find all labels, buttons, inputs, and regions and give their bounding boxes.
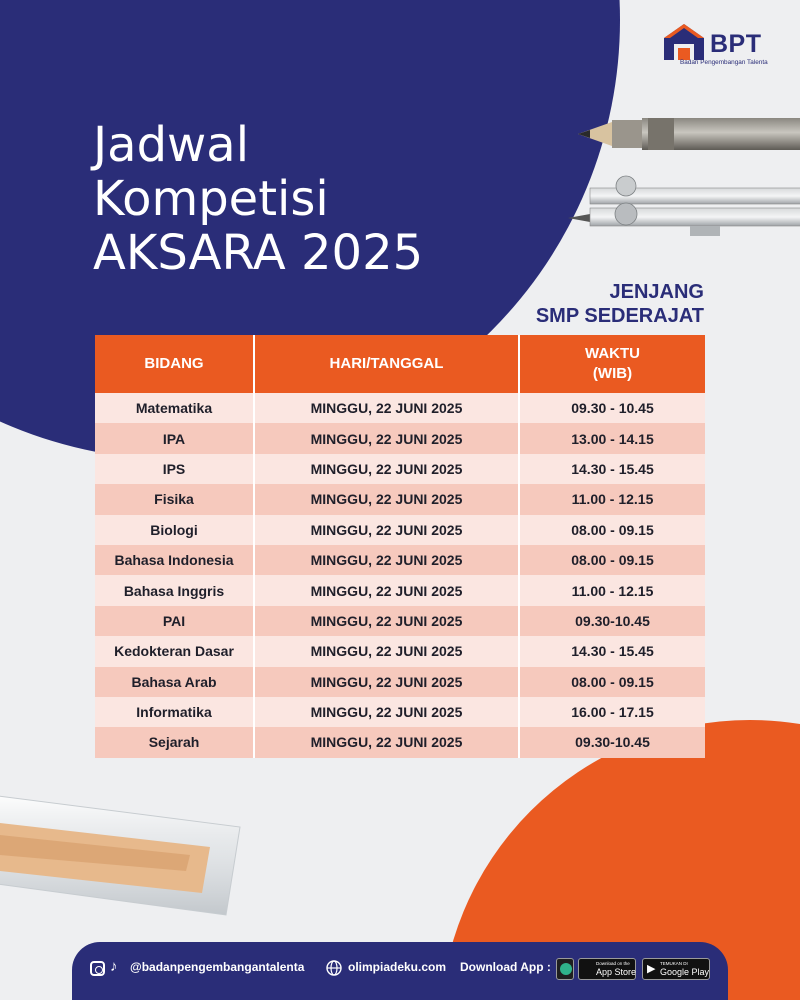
cell-tanggal: MINGGU, 22 JUNI 2025 <box>255 484 520 514</box>
page-title <box>93 118 423 280</box>
app-icon[interactable] <box>556 958 574 980</box>
jenjang-line-1: JENJANG <box>609 281 704 303</box>
logo-subtext: Badan Pengembangan Talenta <box>680 59 768 66</box>
table-row <box>95 393 705 423</box>
download-app-label: Download App : <box>460 960 551 974</box>
logo-text: BPT <box>710 30 762 58</box>
website-link[interactable]: olimpiadeku.com <box>348 960 447 974</box>
cell-waktu: 08.00 - 09.15 <box>520 667 705 697</box>
cell-waktu: 11.00 - 12.15 <box>520 575 705 605</box>
header-waktu-line-1: WAKTU <box>585 345 640 362</box>
appstore-small-text: Download on the <box>596 961 630 966</box>
table-row <box>95 636 705 666</box>
cell-waktu: 14.30 - 15.45 <box>520 454 705 484</box>
cell-waktu: 09.30-10.45 <box>520 606 705 636</box>
cell-tanggal: MINGGU, 22 JUNI 2025 <box>255 727 520 757</box>
header-waktu-line-2: (WIB) <box>592 365 633 382</box>
app-icon-dot <box>560 963 572 975</box>
cell-bidang: Bahasa Inggris <box>95 575 255 605</box>
table-row <box>95 515 705 545</box>
table-row <box>95 606 705 636</box>
title-line-3: AKSARA 2025 <box>93 225 424 281</box>
table-row <box>95 575 705 605</box>
cell-bidang: PAI <box>95 606 255 636</box>
table-row <box>95 545 705 575</box>
cell-bidang: Biologi <box>95 515 255 545</box>
table-row <box>95 697 705 727</box>
cell-waktu: 11.00 - 12.15 <box>520 484 705 514</box>
cell-waktu: 16.00 - 17.15 <box>520 697 705 727</box>
cell-waktu: 08.00 - 09.15 <box>520 515 705 545</box>
googleplay-big-text: Google Play <box>660 967 710 977</box>
table-row <box>95 667 705 697</box>
cell-tanggal: MINGGU, 22 JUNI 2025 <box>255 423 520 453</box>
cell-tanggal: MINGGU, 22 JUNI 2025 <box>255 515 520 545</box>
cell-bidang: Informatika <box>95 697 255 727</box>
header-bidang: BIDANG <box>95 335 255 393</box>
cell-waktu: 13.00 - 14.15 <box>520 423 705 453</box>
jenjang-heading <box>536 280 704 328</box>
pencil-illustration <box>578 110 800 158</box>
cell-tanggal: MINGGU, 22 JUNI 2025 <box>255 393 520 423</box>
cell-bidang: Fisika <box>95 484 255 514</box>
cell-tanggal: MINGGU, 22 JUNI 2025 <box>255 636 520 666</box>
social-handle-link[interactable]: @badanpengembangantalenta <box>130 960 305 974</box>
cell-tanggal: MINGGU, 22 JUNI 2025 <box>255 697 520 727</box>
appstore-big-text: App Store <box>596 967 637 977</box>
cell-tanggal: MINGGU, 22 JUNI 2025 <box>255 454 520 484</box>
instagram-icon[interactable] <box>90 961 105 976</box>
cell-bidang: Bahasa Indonesia <box>95 545 255 575</box>
house-logo-icon <box>664 22 710 62</box>
schedule-table <box>95 335 705 758</box>
table-header-row <box>95 335 705 393</box>
app-store-badge[interactable] <box>578 958 636 980</box>
globe-icon <box>326 960 342 976</box>
googleplay-small-text: TEMUKAN DI <box>660 961 688 966</box>
table-row <box>95 454 705 484</box>
header-hari-tanggal: HARI/TANGGAL <box>255 335 520 393</box>
cell-tanggal: MINGGU, 22 JUNI 2025 <box>255 545 520 575</box>
bpt-logo[interactable] <box>664 22 784 70</box>
cell-bidang: IPA <box>95 423 255 453</box>
title-line-2: Kompetisi <box>93 171 329 227</box>
cell-tanggal: MINGGU, 22 JUNI 2025 <box>255 606 520 636</box>
compass-illustration <box>560 170 800 250</box>
cell-bidang: Kedokteran Dasar <box>95 636 255 666</box>
cell-waktu: 08.00 - 09.15 <box>520 545 705 575</box>
footer-bar <box>72 942 728 1000</box>
cell-bidang: Matematika <box>95 393 255 423</box>
table-row <box>95 727 705 757</box>
cell-waktu: 09.30 - 10.45 <box>520 393 705 423</box>
cell-tanggal: MINGGU, 22 JUNI 2025 <box>255 575 520 605</box>
cell-waktu: 14.30 - 15.45 <box>520 636 705 666</box>
cell-bidang: IPS <box>95 454 255 484</box>
cell-bidang: Bahasa Arab <box>95 667 255 697</box>
table-row <box>95 484 705 514</box>
cell-bidang: Sejarah <box>95 727 255 757</box>
scroll-tube-illustration <box>0 775 270 925</box>
title-line-1: Jadwal <box>93 117 250 173</box>
header-waktu <box>520 335 705 393</box>
tiktok-icon[interactable]: ♪ <box>110 958 118 975</box>
table-row <box>95 423 705 453</box>
cell-tanggal: MINGGU, 22 JUNI 2025 <box>255 667 520 697</box>
google-play-icon: ▶ <box>647 963 656 975</box>
cell-waktu: 09.30-10.45 <box>520 727 705 757</box>
google-play-badge[interactable] <box>642 958 710 980</box>
jenjang-line-2: SMP SEDERAJAT <box>535 305 704 327</box>
